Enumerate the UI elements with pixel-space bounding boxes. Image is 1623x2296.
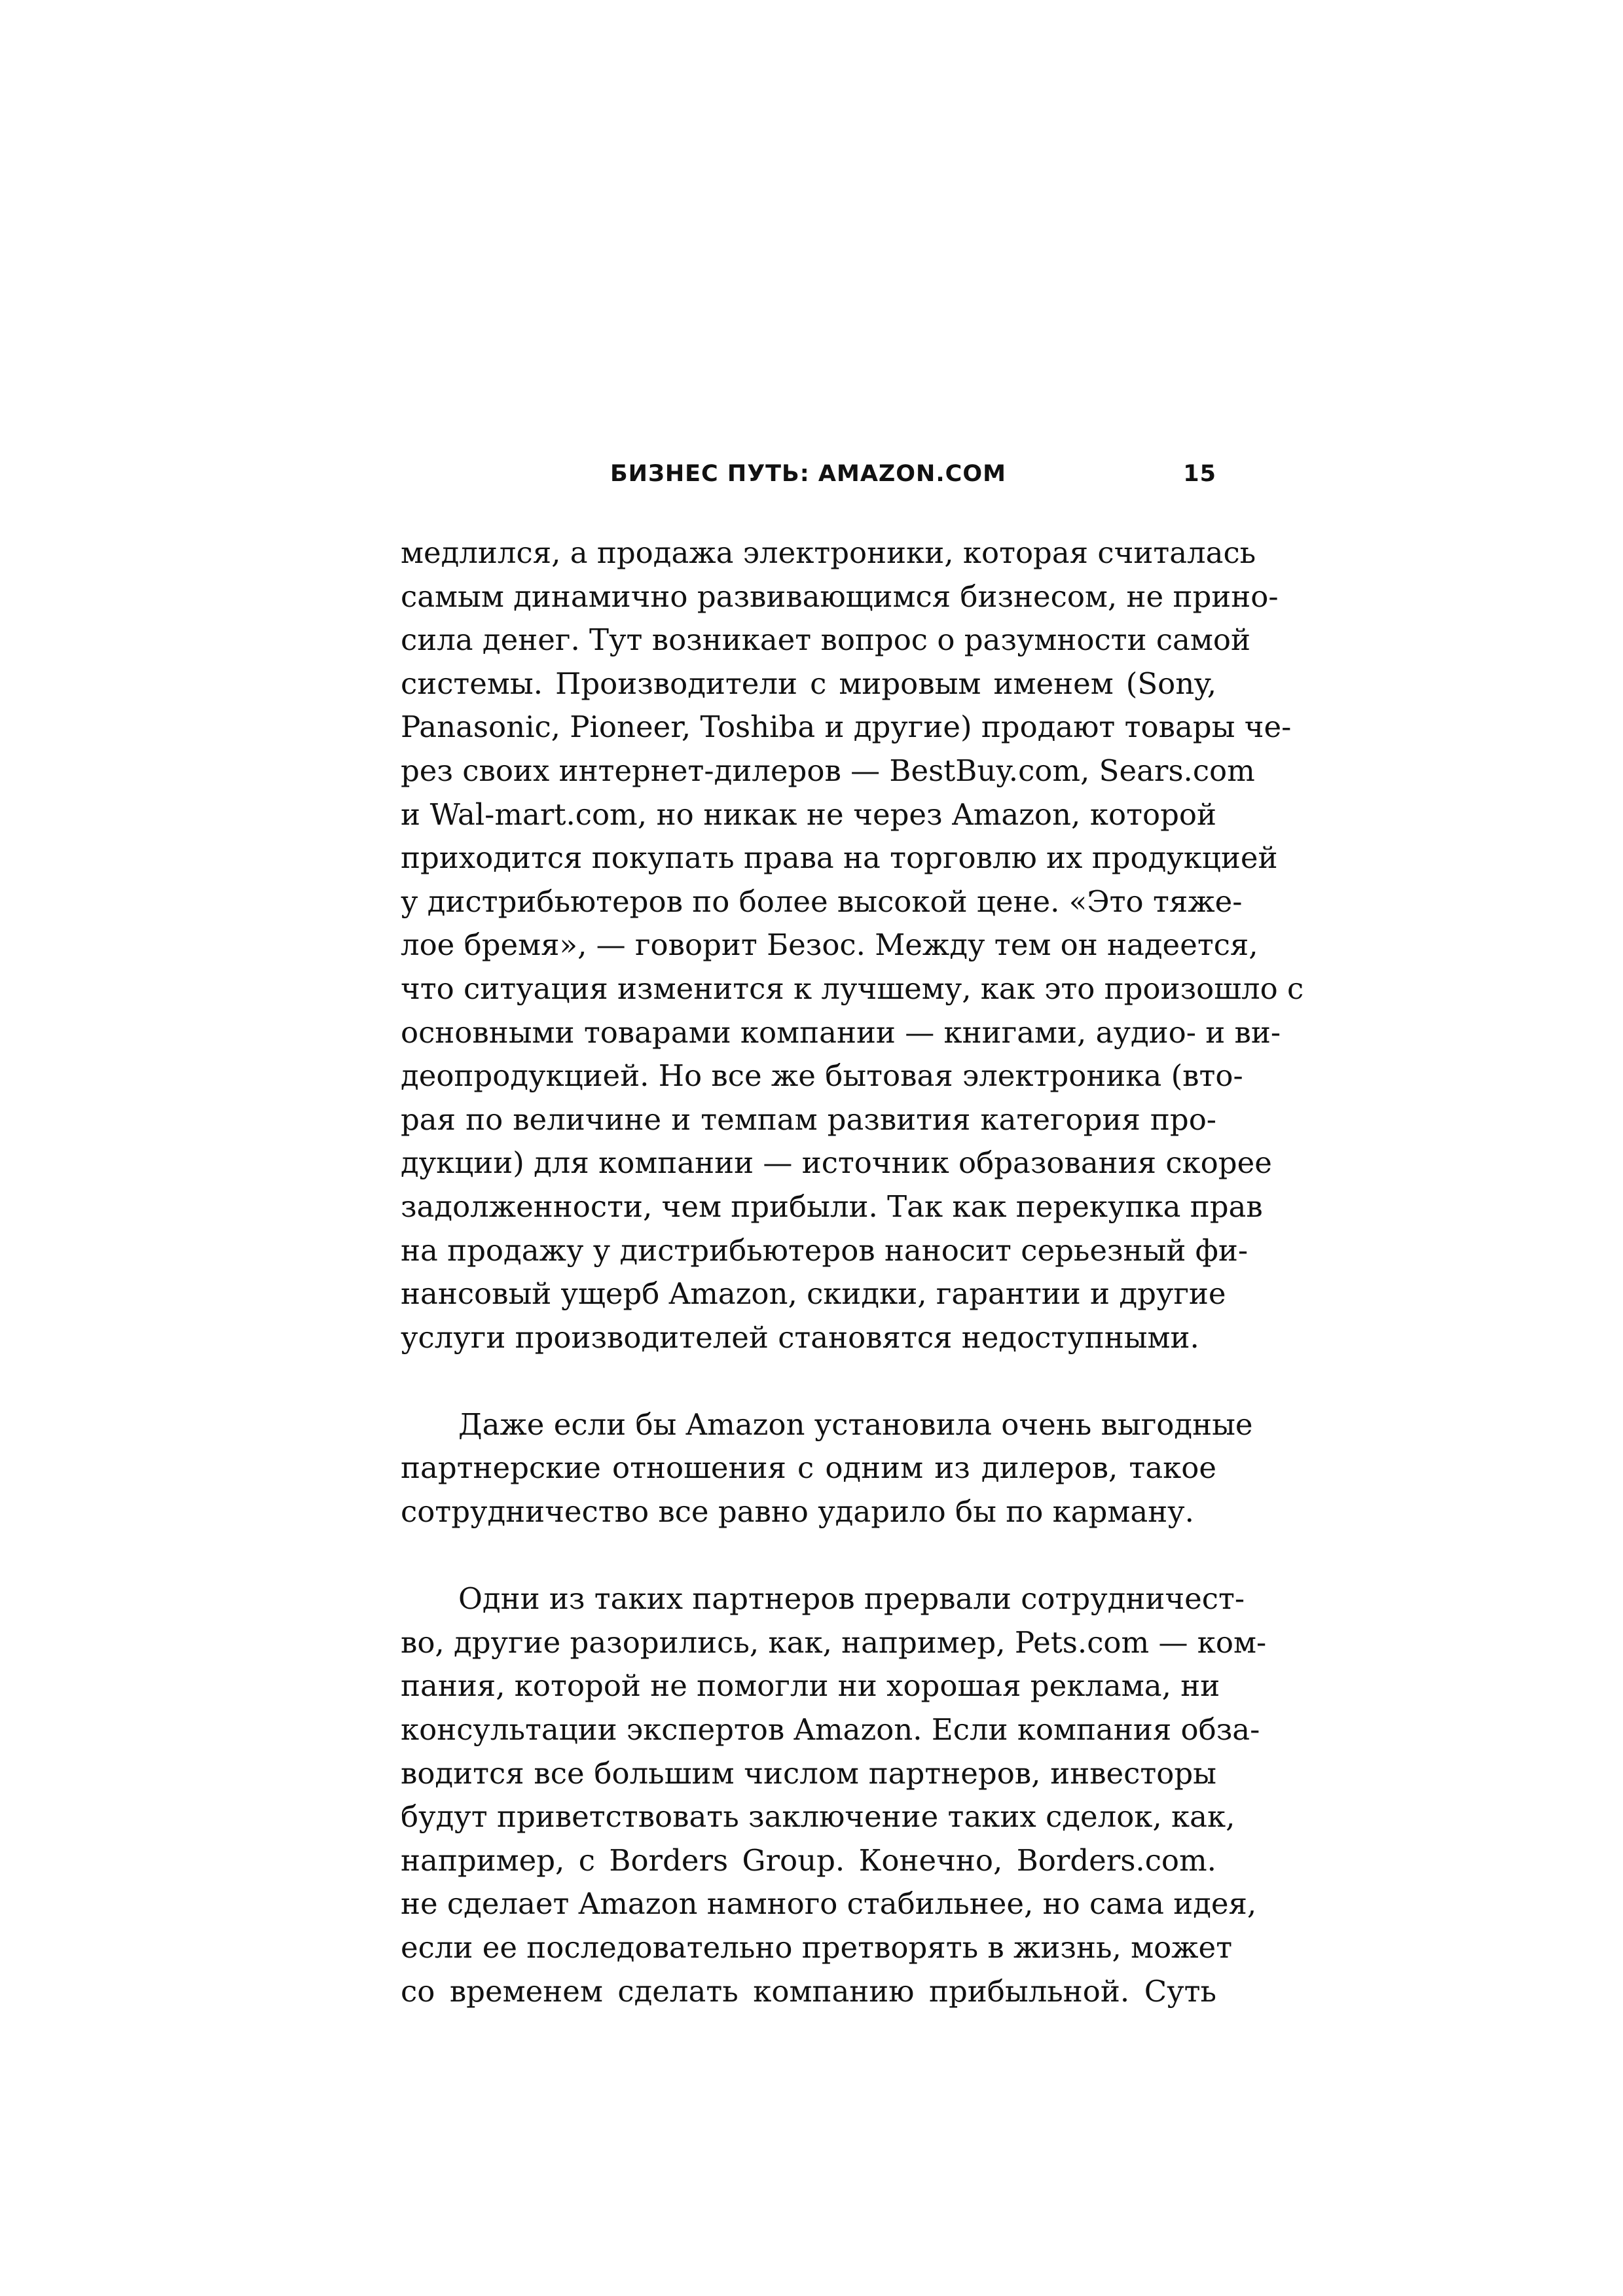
text-line: что ситуация изменится к лучшему, как это произошло с <box>401 971 1304 1006</box>
text-line: например, с Borders Group. Конечно, Borders.com. <box>401 1842 1216 1878</box>
text-line: во, другие разорились, как, например, Pets.com — ком- <box>401 1624 1267 1660</box>
text-line: приходится покупать права на торговлю их продукцией <box>401 840 1278 876</box>
text-line: Panasonic, Pioneer, Toshiba и другие) продают товары че- <box>401 709 1292 745</box>
text-line: партнерские отношения с одним из дилеров, такое <box>401 1450 1216 1486</box>
text-line: задолженности, чем прибыли. Так как перекупка прав <box>401 1189 1263 1224</box>
text-line: дукции) для компании — источник образования скорее <box>401 1145 1272 1181</box>
text-line: сила денег. Тут возникает вопрос о разумности самой <box>401 622 1250 658</box>
text-line: если ее последовательно претворять в жизнь, может <box>401 1930 1233 1965</box>
text-line: самым динамично развивающимся бизнесом, не прино- <box>401 579 1279 614</box>
text-line: со временем сделать компанию прибыльной. Суть <box>401 1973 1216 2009</box>
text-line: Одни из таких партнеров прервали сотрудничест- <box>458 1581 1245 1617</box>
paragraph-gap <box>401 1359 1216 1403</box>
text-line: рая по величине и темпам развития категория про- <box>401 1102 1216 1137</box>
paragraph-gap <box>401 1534 1216 1578</box>
text-line: нансовый ущерб Amazon, скидки, гарантии и другие <box>401 1276 1226 1312</box>
text-line: рез своих интернет-дилеров — BestBuy.com, Sears.com <box>401 753 1255 788</box>
text-line: и Wal-mart.com, но никак не через Amazon, которой <box>401 797 1216 832</box>
running-title: БИЗНЕС ПУТЬ: AMAZON.COM <box>610 461 1006 487</box>
text-line: будут приветствовать заключение таких сделок, как, <box>401 1799 1235 1835</box>
text-line: услуги производителей становятся недоступными. <box>401 1319 1199 1355</box>
body-text <box>401 531 1304 2013</box>
text-line: у дистрибьютеров по более высокой цене. «Это тяже- <box>401 884 1243 919</box>
text-line: не сделает Amazon намного стабильнее, но сама идея, <box>401 1886 1257 1922</box>
paragraph <box>401 1577 1267 2013</box>
page-number: 15 <box>1183 461 1216 487</box>
text-line: Даже если бы Amazon установила очень выгодные <box>458 1407 1253 1442</box>
paragraph <box>401 1403 1253 1534</box>
text-line: пания, которой не помогли ни хорошая реклама, ни <box>401 1668 1220 1704</box>
text-line: консультации экспертов Amazon. Если компания обза- <box>401 1712 1260 1748</box>
text-line: лое бремя», — говорит Безос. Между тем он надеется, <box>401 927 1258 963</box>
text-line: деопродукцией. Но все же бытовая электроника (вто- <box>401 1058 1243 1094</box>
text-line: сотрудничество все равно ударило бы по карману. <box>401 1494 1194 1530</box>
text-line: медлился, а продажа электроники, которая считалась <box>401 535 1256 570</box>
text-line: водится все большим числом партнеров, инвесторы <box>401 1755 1216 1791</box>
running-header <box>401 458 1216 497</box>
text-line: на продажу у дистрибьютеров наносит серьезный фи- <box>401 1232 1249 1268</box>
text-line: системы. Производители с мировым именем (Sony, <box>401 666 1216 701</box>
text-line: основными товарами компании — книгами, аудио- и ви- <box>401 1014 1281 1050</box>
paragraph <box>401 531 1304 1359</box>
